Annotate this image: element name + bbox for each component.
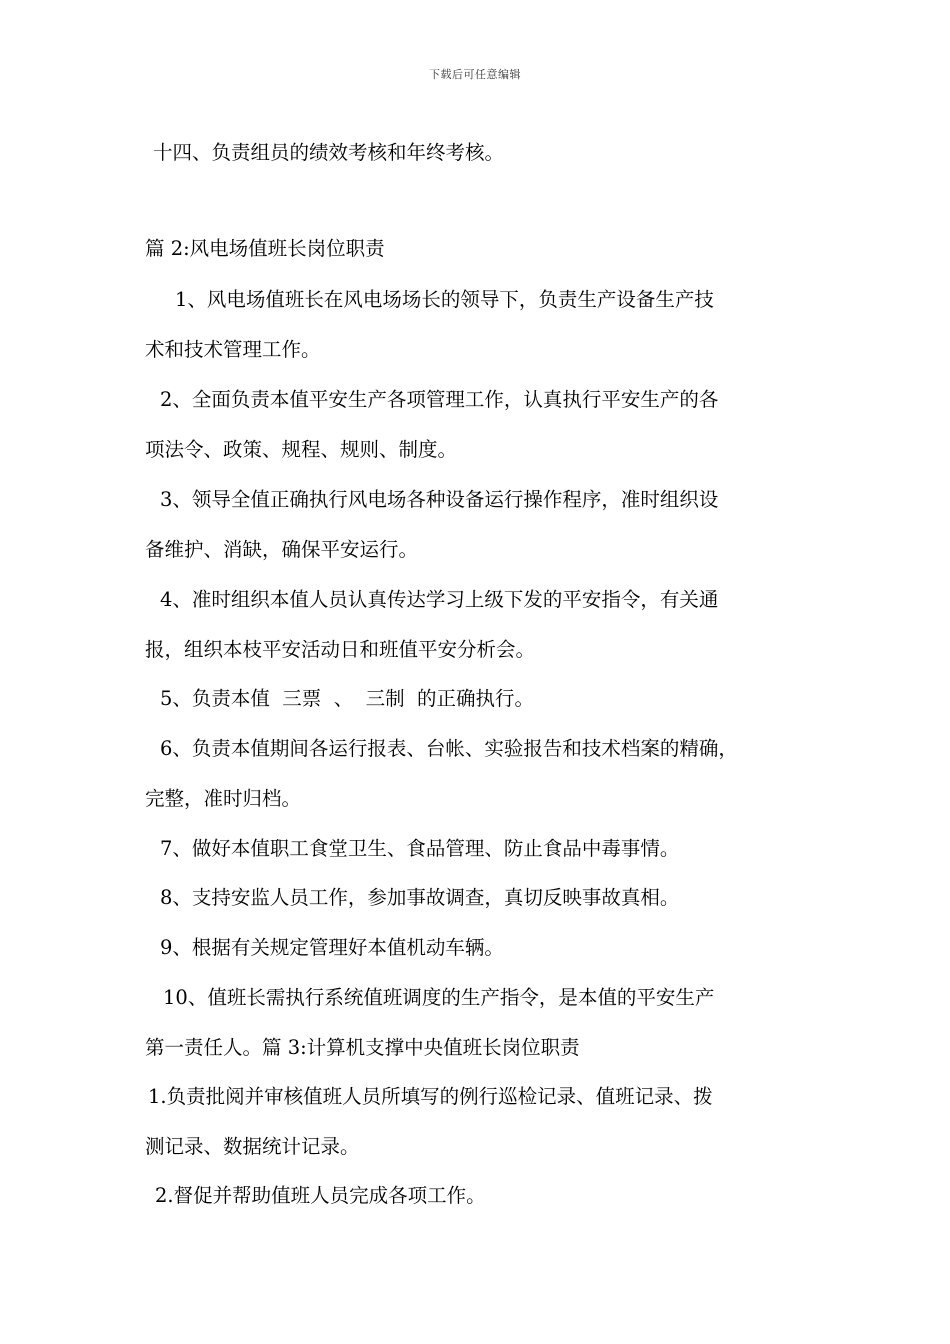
text-line: 术和技术管理工作。 [145, 338, 321, 361]
text-line: 完整，准时归档。 [145, 787, 302, 810]
text-line: 8、支持安监人员工作，参加事故调查，真切反映事故真相。 [160, 886, 680, 909]
text-line: 9、根据有关规定管理好本值机动车辆。 [160, 936, 504, 959]
text-line: 10、值班长需执行系统值班调度的生产指令，是本值的平安生产 [163, 986, 715, 1009]
text-line: 报，组织本枝平安活动日和班值平安分析会。 [145, 638, 536, 661]
text-line: 3、领导全值正确执行风电场各种设备运行操作程序，准时组织设 [160, 488, 719, 511]
text-line: 测记录、数据统计记录。 [145, 1135, 360, 1158]
text-line: 6、负责本值期间各运行报表、台帐、实验报告和技术档案的精确， [160, 737, 738, 760]
text-line: 1.负责批阅并审核值班人员所填写的例行巡检记录、值班记录、拨 [148, 1085, 713, 1108]
text-line: 2、全面负责本值平安生产各项管理工作，认真执行平安生产的各 [160, 388, 719, 411]
section-heading: 篇 2:风电场值班长岗位职责 [145, 237, 385, 260]
text-line: 2.督促并帮助值班人员完成各项工作。 [155, 1184, 486, 1207]
text-line: 4、准时组织本值人员认真传达学习上级下发的平安指令，有关通 [160, 588, 719, 611]
text-line: 5、负责本值 三票 、 三制 的正确执行。 [160, 687, 534, 710]
text-line: 1、风电场值班长在风电场场长的领导下，负责生产设备生产技 [175, 288, 714, 311]
text-line: 项法令、政策、规程、规则、制度。 [145, 438, 458, 461]
text-line: 第一责任人。篇 3:计算机支撑中央值班长岗位职责 [145, 1036, 580, 1059]
text-line: 7、做好本值职工食堂卫生、食品管理、防止食品中毒事情。 [160, 837, 680, 860]
text-line: 十四、负责组员的绩效考核和年终考核。 [153, 141, 505, 164]
page-header: 下载后可任意编辑 [429, 68, 521, 81]
text-line: 备维护、消缺，确保平安运行。 [145, 538, 419, 561]
